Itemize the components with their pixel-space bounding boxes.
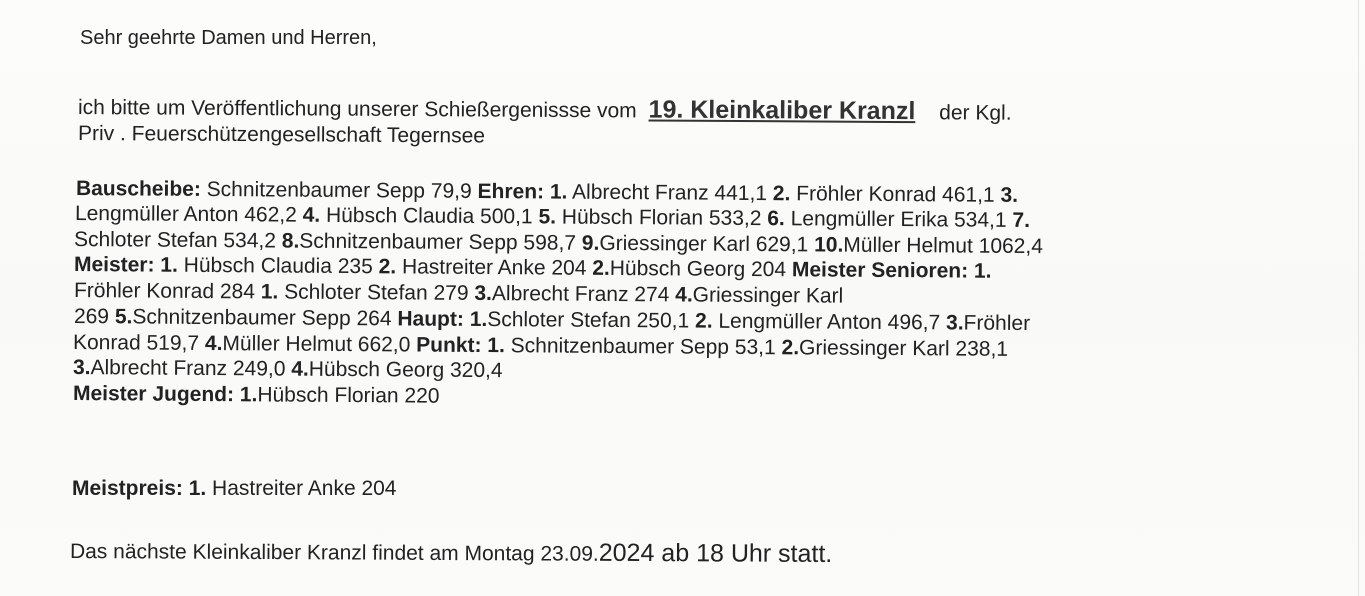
bold-label: 5. (538, 205, 557, 229)
result-text: Albrecht Franz 249,0 (90, 356, 292, 381)
bold-label: Meister: 1. (73, 253, 178, 277)
bold-label: 2. (781, 336, 800, 360)
result-text: Lengmüller Anton 462,2 (74, 202, 303, 227)
result-text: Fröhler (963, 311, 1031, 336)
intro-line-2: Priv . Feuerschützengesellschaft Tegernsee (77, 122, 486, 148)
result-text: Schnitzenbaumer Sepp 264 (132, 305, 398, 331)
result-text: Schloter Stefan 279 (278, 280, 475, 305)
footer-line (70, 538, 832, 567)
result-text: Hübsch Claudia 235 (177, 253, 379, 279)
bold-label: 9. (581, 231, 600, 255)
bold-label: 1. (469, 307, 488, 332)
meistpreis-line (72, 478, 397, 499)
bold-label: 2. (378, 255, 397, 279)
bold-label: 8. (281, 229, 300, 253)
bold-label: Ehren: 1. (477, 179, 568, 204)
footer-prefix: Das nächste Kleinkaliber Kranzl findet am Montag 23.09. (69, 540, 599, 566)
result-text: Schloter Stefan 250,1 (487, 308, 696, 333)
result-text: Hastreiter Anke 204 (206, 477, 397, 500)
intro-prefix: ich bitte um Veröffentlichung unserer Schießergenissse vom (77, 96, 637, 123)
bold-label: Bauscheibe: (75, 177, 201, 201)
result-text: Hübsch Florian 533,2 (555, 205, 768, 231)
event-name: 19. Kleinkaliber Kranzl (648, 95, 916, 126)
result-text: Lengmüller Anton 496,7 (712, 309, 947, 335)
greeting: Sehr geehrte Damen und Herren, (80, 27, 377, 49)
bold-label: Haupt: (397, 307, 464, 331)
result-text: Müller Helmut 1062,4 (843, 233, 1044, 259)
bold-label: 2. (592, 256, 610, 280)
result-text: Schnitzenbaumer Sepp 79,9 (200, 177, 478, 203)
bold-label: 4. (302, 203, 321, 227)
result-text: Hübsch Florian 220 (257, 383, 440, 408)
bold-label: 1. (260, 280, 279, 304)
result-text: Schnitzenbaumer Sepp 53,1 (504, 334, 782, 360)
result-text: Hübsch Georg 320,4 (308, 357, 503, 383)
bold-label: Punkt: 1. (416, 333, 505, 358)
bold-label: 3. (1000, 183, 1019, 207)
result-text: Müller Helmut 662,0 (222, 332, 417, 357)
result-text: Albrecht Franz 441,1 (567, 180, 773, 206)
result-text: Schloter Stefan 534,2 (73, 228, 282, 253)
result-text: Hübsch Claudia 500,1 (320, 203, 539, 229)
bold-label: 4. (291, 357, 309, 381)
bold-label: 3. (474, 281, 493, 306)
footer-date-time: 2024 ab 18 Uhr statt. (598, 538, 833, 568)
result-text: Fröhler Konrad 461,1 (790, 182, 1001, 207)
result-text: Konrad 519,7 (72, 331, 206, 355)
bold-label: 2. (694, 309, 713, 333)
bold-label: 7. (1012, 208, 1031, 233)
result-text: Albrecht Franz 274 (491, 282, 676, 307)
intro-suffix: der Kgl. (939, 101, 1012, 125)
results-line (74, 280, 843, 307)
bold-label: 6. (767, 207, 785, 231)
bold-label: 5. (114, 305, 133, 329)
bold-label: Meistpreis: 1. (72, 477, 207, 500)
bold-label: 4. (204, 331, 223, 356)
bold-label: 2. (772, 182, 791, 206)
result-text: 269 (73, 305, 115, 329)
result-text: Hübsch Georg 204 (609, 256, 792, 282)
result-text: Hastreiter Anke 204 (396, 255, 593, 280)
results-line (73, 383, 440, 407)
result-text: Griessinger Karl 629,1 (599, 231, 815, 257)
bold-label: 4. (675, 283, 693, 307)
result-text: Lengmüller Erika 534,1 (784, 207, 1013, 232)
bold-label: 3. (72, 356, 91, 380)
bold-label: 3. (946, 311, 964, 335)
result-text: Griessinger Karl (692, 283, 844, 308)
bold-label: 10. (814, 233, 844, 257)
result-text: Griessinger Karl 238,1 (798, 336, 1009, 361)
result-text: Fröhler Konrad 284 (73, 279, 261, 304)
page-edge (1358, 0, 1359, 596)
result-text: Schnitzenbaumer Sepp 598,7 (299, 229, 582, 255)
bold-label: Meister Senioren: 1. (791, 258, 992, 283)
results-line (73, 357, 503, 381)
bold-label: Meister Jugend: 1. (72, 382, 258, 407)
